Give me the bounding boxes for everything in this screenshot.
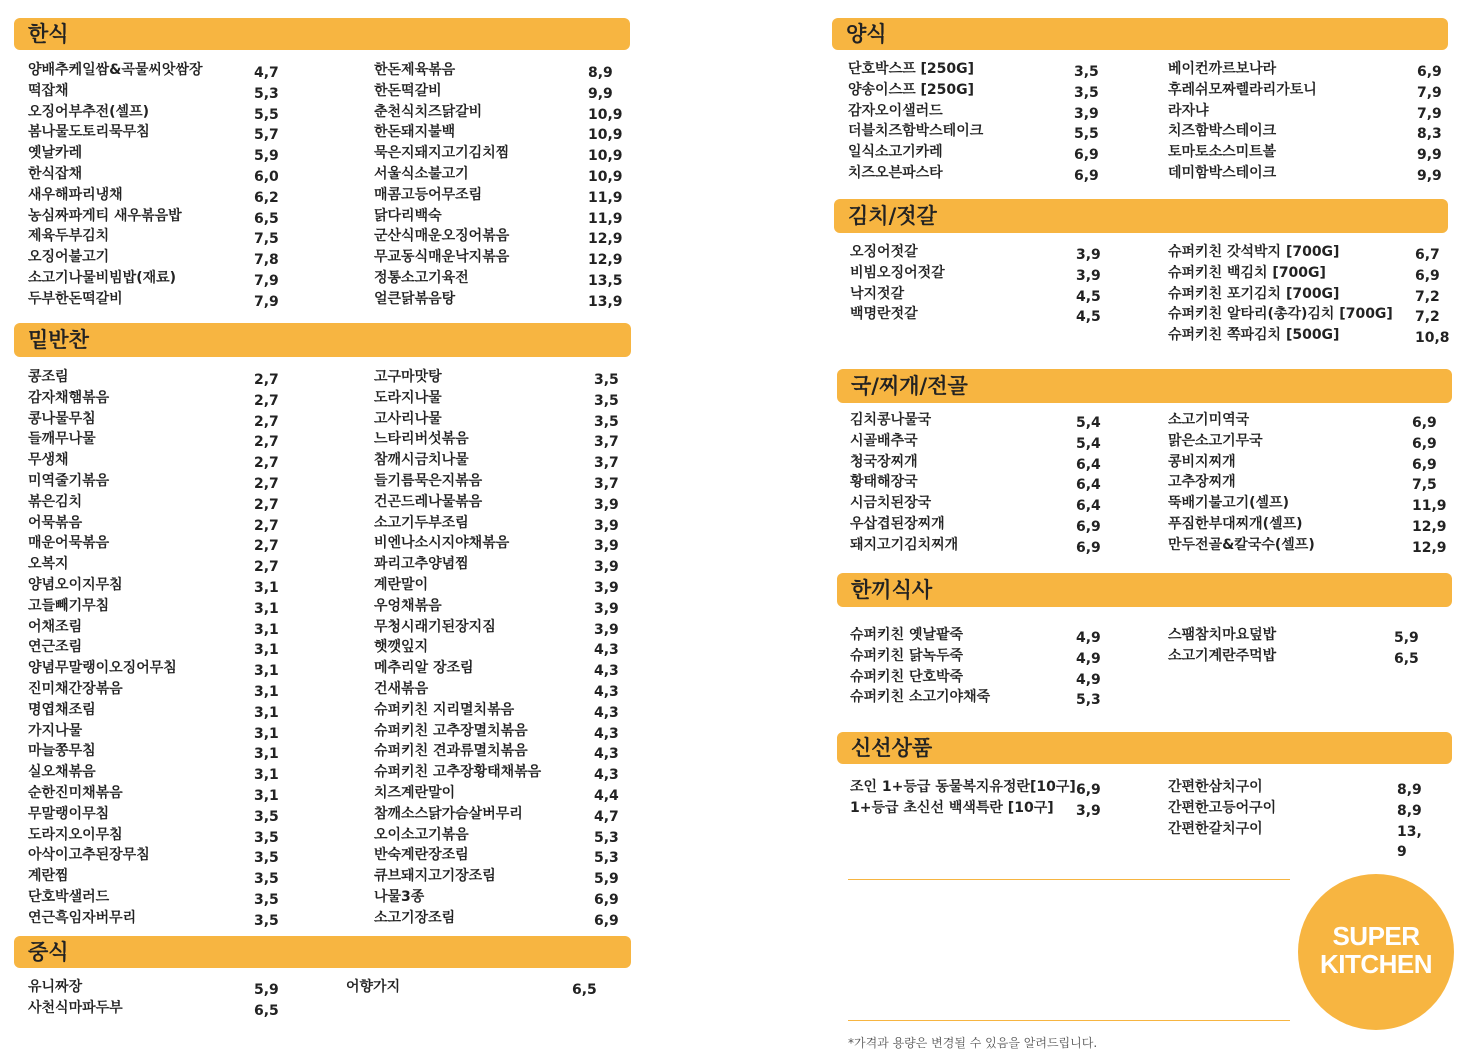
- menu-item-price: 9,9: [1417, 168, 1442, 184]
- menu-item-price: 3,5: [1074, 84, 1099, 101]
- menu-item-price: 6,4: [1076, 477, 1101, 494]
- menu-item-price: 3,5: [254, 850, 279, 867]
- menu-item-name: 콩비지찌개: [1168, 453, 1236, 470]
- menu-item-price: 6,4: [1076, 498, 1101, 515]
- menu-item-name: 꽈리고추양념찜: [374, 556, 469, 573]
- menu-item-name: 오이소고기볶음: [374, 826, 469, 843]
- menu-item-name: 묵은지돼지고기김치찜: [374, 145, 510, 162]
- menu-item-price: 5,3: [254, 85, 279, 102]
- menu-item-name: 콩나물무침: [28, 410, 96, 427]
- menu-item-price: 4,3: [594, 725, 619, 742]
- menu-item-price: 7,9: [1417, 84, 1442, 101]
- menu-item-price: 2,7: [254, 372, 279, 388]
- divider-line: [848, 879, 1290, 880]
- menu-item-name: 실오채볶음: [28, 764, 96, 781]
- menu-item-price: 6,9: [1074, 147, 1099, 164]
- menu-item-name: 슈퍼키친 옛날팥죽: [850, 627, 964, 643]
- menu-item-price: 8,9: [588, 65, 613, 81]
- menu-item-price: 3,5: [254, 892, 279, 908]
- menu-item-price: 3,5: [594, 372, 619, 388]
- menu-item-price: 6,5: [1394, 650, 1419, 667]
- menu-item-name: 시금치된장국: [850, 495, 932, 512]
- menu-item-price: 4,9: [1076, 650, 1101, 667]
- section-jungsik: [14, 936, 631, 1026]
- menu-item-price: 10,9: [588, 106, 623, 123]
- section-title: 국/찌개/전골: [837, 369, 1452, 403]
- menu-item-price: 4,3: [594, 684, 619, 700]
- menu-item-name: 얼큰닭볶음탕: [374, 290, 456, 307]
- menu-item-price: 3,1: [254, 642, 279, 659]
- divider-line: [848, 1020, 1290, 1021]
- menu-item-name: 고추장찌개: [1168, 474, 1236, 491]
- menu-item-price: 6,5: [254, 1002, 279, 1019]
- menu-item-price: 8,9: [1397, 802, 1422, 819]
- menu-item-price: 3,9: [594, 580, 619, 596]
- menu-item-name: 두부한돈떡갈비: [28, 290, 123, 307]
- menu-item-price: 13,: [1397, 823, 1422, 840]
- menu-item-price: 3,1: [254, 600, 279, 617]
- menu-item-price: 2,7: [254, 476, 279, 492]
- menu-item-name: 맑은소고기무국: [1168, 432, 1263, 449]
- menu-item-name: 느타리버섯볶음: [374, 431, 469, 448]
- menu-item-name: 무생채: [28, 452, 69, 469]
- menu-item-price: 3,5: [254, 808, 279, 825]
- menu-item-name: 슈퍼키친 고추장황태채볶음: [374, 764, 542, 781]
- menu-item-price: 3,9: [594, 621, 619, 638]
- menu-item-name: 한돈제육볶음: [374, 62, 456, 78]
- menu-item-name: 건곤드레나물볶음: [374, 493, 483, 510]
- menu-item-name: 미역줄기볶음: [28, 473, 110, 489]
- menu-item-price: 3,9: [1076, 802, 1101, 819]
- menu-item-name: 건새볶음: [374, 681, 429, 697]
- menu-item-name: 들깨무나물: [28, 431, 96, 448]
- section-hankki: [837, 573, 1452, 713]
- menu-item-name: 슈퍼키친 백김치 [700G]: [1168, 264, 1326, 281]
- menu-item-price: 10,9: [588, 127, 623, 144]
- menu-item-name: 치즈함박스테이크: [1168, 123, 1277, 140]
- menu-item-name: 양배추케일쌈&곡물씨앗쌈장: [28, 62, 203, 78]
- menu-item-price: 6,0: [254, 169, 279, 185]
- menu-item-name: 돼지고기김치찌개: [850, 536, 959, 553]
- menu-item-price: 2,7: [254, 413, 279, 430]
- menu-item-name: 서울식소불고기: [374, 166, 469, 182]
- menu-item-price: 3,5: [254, 912, 279, 929]
- menu-item-price: 2,7: [254, 455, 279, 472]
- menu-item-name: 봄나물도토리묵무침: [28, 124, 150, 141]
- menu-item-name: 슈퍼키친 지리멸치볶음: [374, 701, 515, 718]
- menu-item-price: 12,9: [1412, 539, 1447, 556]
- menu-item-name: 명엽채조림: [28, 701, 96, 718]
- menu-item-price: 3,5: [254, 871, 279, 888]
- section-mitbanchan: [14, 323, 631, 933]
- menu-item-name: 진미채간장볶음: [28, 681, 123, 697]
- section-kimchi: [834, 199, 1448, 349]
- menu-item-price: 3,9: [1076, 247, 1101, 263]
- menu-item-price: 7,9: [1417, 105, 1442, 122]
- menu-item-name: 슈퍼키친 고추장멸치볶음: [374, 722, 528, 739]
- logo-line-1: SUPER: [1332, 921, 1420, 951]
- menu-item-name: 무청시래기된장지짐: [374, 618, 496, 635]
- menu-item-name: 닭다리백숙: [374, 207, 442, 224]
- section-guk: [837, 369, 1452, 569]
- menu-item-name: 도라지오이무침: [28, 826, 123, 843]
- menu-item-name: 오복지: [28, 556, 69, 573]
- menu-item-name: 비빔오징어젓갈: [850, 264, 945, 281]
- menu-item-name: 일식소고기카레: [848, 144, 943, 161]
- menu-item-price: 4,5: [1076, 288, 1101, 305]
- menu-item-name: 무말랭이무침: [28, 805, 110, 822]
- menu-item-name: 황태해장국: [850, 474, 918, 491]
- menu-item-name: 유니짜장: [28, 979, 83, 995]
- menu-item-name: 나물3종: [374, 889, 425, 905]
- menu-item-name: 만두전골&칼국수(셀프): [1168, 536, 1315, 553]
- menu-item-price: 4,3: [594, 767, 619, 784]
- menu-item-price: 2,7: [254, 434, 279, 451]
- menu-item-price: 5,5: [254, 106, 279, 123]
- menu-item-name: 슈퍼키친 알타리(총각)김치 [700G]: [1168, 306, 1393, 323]
- menu-item-name: 슈퍼키친 소고기야채죽: [850, 689, 991, 706]
- menu-item-price: 4,4: [594, 788, 619, 804]
- menu-item-price: 3,7: [594, 455, 619, 472]
- section-fresh: [837, 732, 1452, 862]
- menu-item-price: 4,9: [1076, 630, 1101, 646]
- menu-item-price: 5,4: [1076, 415, 1101, 431]
- menu-item-name: 옛날카레: [28, 145, 83, 162]
- section-hansik: [14, 18, 630, 308]
- menu-item-name: 순한진미채볶음: [28, 785, 123, 801]
- menu-item-name: 오징어젓갈: [850, 244, 918, 260]
- menu-item-price: 12,9: [1412, 519, 1447, 535]
- menu-item-name: 백명란젓갈: [850, 306, 918, 323]
- menu-item-price: 7,9: [254, 293, 279, 310]
- menu-item-price: 3,5: [1074, 64, 1099, 80]
- menu-item-price: 2,7: [254, 496, 279, 513]
- menu-item-name: 오징어부추전(셀프): [28, 103, 149, 120]
- menu-item-price: 9,9: [1417, 147, 1442, 164]
- menu-item-name: 조인 1+등급 동물복지유정란[10구]: [850, 779, 1076, 795]
- menu-item-name: 단호박스프 [250G]: [848, 61, 975, 77]
- section-title: 한식: [14, 18, 630, 50]
- menu-item-price: 4,3: [594, 704, 619, 721]
- menu-item-name: 연근조림: [28, 639, 83, 656]
- section-title: 중식: [14, 936, 631, 968]
- menu-item-price: 3,1: [254, 663, 279, 680]
- menu-item-name: 슈퍼키친 포기김치 [700G]: [1168, 285, 1340, 302]
- menu-item-price: 13,5: [588, 273, 623, 289]
- menu-item-price: 4,5: [1076, 309, 1101, 326]
- menu-item-price: 3,9: [594, 538, 619, 555]
- menu-item-name: 김치콩나물국: [850, 412, 932, 428]
- menu-item-price: 6,9: [1412, 456, 1437, 473]
- menu-item-price: 3,9: [594, 517, 619, 534]
- menu-item-price: 3,5: [254, 829, 279, 846]
- menu-item-price: 3,1: [254, 580, 279, 596]
- menu-item-price: 3,5: [594, 392, 619, 409]
- menu-item-price: 9: [1397, 844, 1407, 861]
- menu-item-price: 5,9: [1394, 630, 1419, 646]
- menu-item-price: 5,5: [1074, 126, 1099, 143]
- menu-item-price: 6,9: [1417, 64, 1442, 80]
- menu-item-price: 12,9: [588, 231, 623, 248]
- menu-item-name: 어채조림: [28, 618, 83, 635]
- menu-item-price: 3,1: [254, 746, 279, 763]
- menu-item-name: 도라지나물: [374, 389, 442, 406]
- menu-item-price: 3,1: [254, 684, 279, 700]
- menu-item-name: 매콤고등어무조림: [374, 186, 483, 203]
- menu-item-name: 떡잡채: [28, 82, 69, 99]
- menu-item-price: 11,9: [588, 189, 623, 206]
- menu-item-price: 3,1: [254, 704, 279, 721]
- section-title: 한끼식사: [837, 573, 1452, 607]
- menu-item-price: 4,3: [594, 642, 619, 659]
- menu-item-price: 6,9: [594, 912, 619, 929]
- menu-item-price: 5,3: [594, 829, 619, 846]
- menu-item-name: 고들빼기무침: [28, 597, 110, 614]
- menu-item-price: 6,4: [1076, 456, 1101, 473]
- menu-item-price: 9,9: [588, 85, 613, 102]
- menu-item-price: 12,9: [588, 252, 623, 269]
- menu-item-name: 햇깻잎지: [374, 639, 429, 656]
- menu-item-price: 7,9: [254, 273, 279, 289]
- menu-item-price: 4,7: [254, 65, 279, 81]
- menu-item-price: 6,9: [1074, 168, 1099, 184]
- menu-item-price: 3,9: [1076, 267, 1101, 284]
- menu-item-name: 어묵볶음: [28, 514, 83, 531]
- menu-item-price: 7,2: [1415, 309, 1440, 326]
- menu-item-name: 농심짜파게티 새우볶음밥: [28, 207, 182, 224]
- menu-item-price: 3,1: [254, 621, 279, 638]
- menu-item-name: 양송이스프 [250G]: [848, 81, 975, 98]
- menu-item-name: 아삭이고추된장무침: [28, 847, 150, 864]
- menu-item-price: 2,7: [254, 538, 279, 555]
- menu-item-price: 3,9: [594, 496, 619, 513]
- menu-item-price: 2,7: [254, 559, 279, 576]
- menu-item-name: 계란찜: [28, 868, 69, 885]
- menu-item-name: 베이컨까르보나라: [1168, 61, 1277, 77]
- menu-item-name: 참깨소스닭가슴살버무리: [374, 805, 523, 822]
- menu-item-name: 감자채햄볶음: [28, 389, 110, 406]
- menu-item-name: 제육두부김치: [28, 228, 110, 245]
- menu-item-price: 7,5: [254, 231, 279, 248]
- super-kitchen-logo: [1298, 874, 1454, 1030]
- menu-item-name: 스팸참치마요덮밥: [1168, 627, 1277, 643]
- menu-item-name: 낙지젓갈: [850, 285, 905, 302]
- menu-item-name: 간편한고등어구이: [1168, 799, 1277, 816]
- menu-item-name: 정통소고기육전: [374, 270, 469, 286]
- menu-item-name: 슈퍼키친 갓석박지 [700G]: [1168, 244, 1340, 260]
- menu-item-name: 가지나물: [28, 722, 83, 739]
- menu-item-price: 4,7: [594, 808, 619, 825]
- menu-item-name: 소고기계란주먹밥: [1168, 647, 1277, 664]
- menu-item-name: 우삽겹된장찌개: [850, 516, 945, 532]
- menu-item-name: 한돈돼지불백: [374, 124, 456, 141]
- menu-item-name: 고구마맛탕: [374, 369, 442, 385]
- menu-item-price: 8,9: [1397, 782, 1422, 798]
- menu-item-price: 13,9: [588, 293, 623, 310]
- menu-item-name: 볶은김치: [28, 493, 83, 510]
- menu-item-price: 10,9: [588, 169, 623, 185]
- menu-item-name: 소고기두부조림: [374, 514, 469, 531]
- menu-item-price: 5,9: [254, 982, 279, 998]
- menu-item-name: 슈퍼키친 닭녹두죽: [850, 647, 964, 664]
- menu-item-name: 치즈오븐파스타: [848, 165, 943, 181]
- menu-item-price: 6,9: [1076, 539, 1101, 556]
- menu-item-name: 반숙계란장조림: [374, 847, 469, 864]
- menu-item-name: 소고기장조림: [374, 909, 456, 926]
- menu-item-price: 7,2: [1415, 288, 1440, 305]
- section-title: 밑반찬: [14, 323, 631, 357]
- menu-item-name: 감자오이샐러드: [848, 102, 943, 119]
- menu-item-name: 슈퍼키친 쪽파김치 [500G]: [1168, 327, 1340, 344]
- menu-item-price: 3,7: [594, 434, 619, 451]
- menu-item-name: 들기름묵은지볶음: [374, 473, 483, 489]
- menu-item-price: 4,3: [594, 663, 619, 680]
- menu-item-name: 연근흑임자버무리: [28, 909, 137, 926]
- menu-item-price: 10,8: [1415, 330, 1450, 347]
- menu-item-price: 4,3: [594, 746, 619, 763]
- menu-item-price: 3,1: [254, 767, 279, 784]
- menu-item-name: 메추리알 장조림: [374, 660, 474, 677]
- menu-item-price: 7,8: [254, 252, 279, 269]
- menu-item-price: 7,5: [1412, 477, 1437, 494]
- menu-item-price: 6,9: [594, 892, 619, 908]
- menu-item-price: 3,1: [254, 725, 279, 742]
- menu-item-name: 양념오이지무침: [28, 577, 123, 593]
- menu-item-price: 6,5: [254, 210, 279, 227]
- menu-item-price: 3,1: [254, 788, 279, 804]
- menu-item-name: 치즈계란말이: [374, 785, 456, 801]
- menu-item-name: 무교동식매운낙지볶음: [374, 249, 510, 266]
- menu-item-name: 새우해파리냉채: [28, 186, 123, 203]
- section-yangsik: [832, 18, 1448, 188]
- menu-item-price: 5,4: [1076, 435, 1101, 452]
- menu-item-price: 3,5: [594, 413, 619, 430]
- menu-item-name: 콩조림: [28, 369, 69, 385]
- menu-item-name: 데미함박스테이크: [1168, 165, 1277, 181]
- menu-item-name: 매운어묵볶음: [28, 535, 110, 552]
- menu-item-name: 간편한갈치구이: [1168, 820, 1263, 837]
- menu-item-price: 6,9: [1076, 782, 1101, 798]
- menu-item-name: 뚝배기불고기(셀프): [1168, 495, 1289, 512]
- menu-item-name: 시골배추국: [850, 432, 918, 449]
- menu-item-name: 춘천식치즈닭갈비: [374, 103, 483, 120]
- menu-item-name: 소고기나물비빔밥(재료): [28, 270, 177, 286]
- menu-item-name: 간편한삼치구이: [1168, 779, 1263, 795]
- menu-item-name: 사천식마파두부: [28, 999, 123, 1016]
- menu-item-name: 어향가지: [346, 979, 401, 995]
- menu-item-price: 3,9: [1074, 105, 1099, 122]
- menu-item-name: 참깨시금치나물: [374, 452, 469, 469]
- section-title: 김치/젓갈: [834, 199, 1448, 233]
- menu-item-price: 3,9: [594, 559, 619, 576]
- menu-item-name: 소고기미역국: [1168, 412, 1250, 428]
- section-title: 양식: [832, 18, 1448, 50]
- menu-item-price: 3,7: [594, 476, 619, 492]
- menu-item-price: 5,9: [594, 871, 619, 888]
- menu-item-name: 라자냐: [1168, 102, 1209, 119]
- menu-item-name: 토마토소스미트볼: [1168, 144, 1277, 161]
- menu-item-name: 양념무말랭이오징어무침: [28, 660, 177, 677]
- menu-item-price: 5,3: [1076, 692, 1101, 709]
- menu-item-name: 슈퍼키친 단호박죽: [850, 668, 964, 685]
- menu-item-price: 10,9: [588, 148, 623, 165]
- menu-item-price: 2,7: [254, 517, 279, 534]
- footnote: *가격과 용량은 변경될 수 있음을 알려드립니다.: [848, 1036, 1098, 1050]
- menu-item-name: 오징어불고기: [28, 249, 110, 266]
- menu-item-price: 6,9: [1412, 415, 1437, 431]
- menu-item-price: 6,7: [1415, 247, 1440, 263]
- menu-item-price: 6,9: [1412, 435, 1437, 452]
- menu-item-price: 4,9: [1076, 671, 1101, 688]
- menu-item-price: 5,9: [254, 148, 279, 165]
- menu-item-name: 한식잡채: [28, 166, 83, 182]
- menu-item-name: 더블치즈함박스테이크: [848, 123, 984, 140]
- menu-item-name: 후레쉬모짜렐라리가토니: [1168, 81, 1317, 98]
- logo-line-2: KITCHEN: [1319, 949, 1433, 979]
- menu-item-price: 11,9: [588, 210, 623, 227]
- menu-item-price: 6,9: [1076, 519, 1101, 535]
- menu-item-name: 마늘쫑무침: [28, 743, 96, 760]
- menu-item-name: 군산식매운오징어볶음: [374, 228, 510, 245]
- menu-item-name: 고사리나물: [374, 410, 442, 427]
- menu-item-price: 5,3: [594, 850, 619, 867]
- menu-item-name: 비엔나소시지야채볶음: [374, 535, 510, 552]
- menu-item-name: 슈퍼키친 견과류멸치볶음: [374, 743, 528, 760]
- section-title: 신선상품: [837, 732, 1452, 764]
- menu-item-name: 단호박샐러드: [28, 889, 110, 905]
- menu-item-price: 6,2: [254, 189, 279, 206]
- menu-item-price: 8,3: [1417, 126, 1442, 143]
- menu-item-name: 큐브돼지고기장조림: [374, 868, 496, 885]
- menu-item-name: 우엉채볶음: [374, 597, 442, 614]
- menu-item-name: 계란말이: [374, 577, 429, 593]
- menu-item-price: 3,9: [594, 600, 619, 617]
- menu-item-price: 5,7: [254, 127, 279, 144]
- menu-item-name: 한돈떡갈비: [374, 82, 442, 99]
- menu-item-name: 1+등급 초신선 백색특란 [10구]: [850, 799, 1054, 816]
- menu-item-price: 6,9: [1415, 267, 1440, 284]
- menu-item-price: 11,9: [1412, 498, 1447, 515]
- menu-item-name: 푸짐한부대찌개(셀프): [1168, 516, 1303, 532]
- menu-item-name: 청국장찌개: [850, 453, 918, 470]
- menu-item-price: 6,5: [572, 982, 597, 998]
- menu-item-price: 2,7: [254, 392, 279, 409]
